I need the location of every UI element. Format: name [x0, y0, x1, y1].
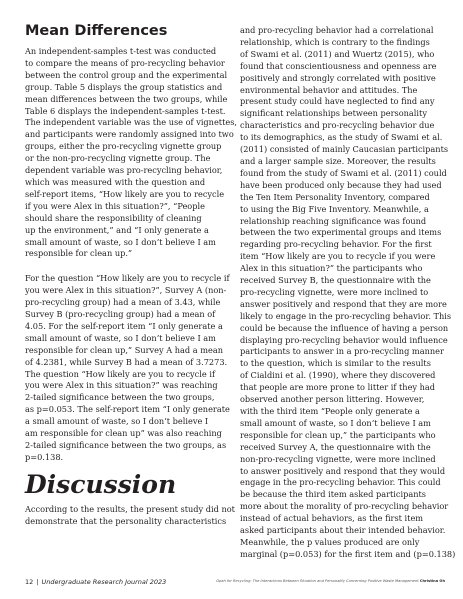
text-line: a small amount of waste, so I don’t believe I [25, 416, 209, 427]
text-line: or the non-pro-recycling vignette group. The [25, 153, 211, 164]
text-line: responsible for clean up,” Survey A had a mean [25, 344, 223, 355]
text-line: small amount of waste, so I don’t believe I am [25, 236, 216, 247]
text-line: relationship, which is contrary to the findings [240, 36, 430, 47]
text-line: displaying pro-recycling behavior would influence [240, 334, 448, 345]
text-line: and pro-recycling behavior had a correlational [240, 25, 434, 35]
left-column [25, 22, 238, 528]
text-line: According to the results, the present study did not [25, 503, 235, 514]
text-line: to answer positively and respond that they would [240, 465, 446, 476]
paragraph-mean-differences-intro [25, 46, 238, 260]
text-line: could be because the influence of having a person [240, 322, 449, 333]
text-line: which was measured with the question and [25, 176, 206, 187]
section-heading-discussion: Discussion [25, 469, 177, 499]
text-line: present study could have neglected to find any [240, 96, 435, 107]
page-number: 12 [25, 578, 34, 586]
text-line: likely to engage in the pro-recycling behavior. This [240, 310, 452, 321]
footer-separator: | [36, 578, 39, 586]
text-line: more about the morality of pro-recycling behavior [240, 501, 449, 512]
text-line: responsible for clean up,” the participants who [240, 429, 436, 440]
text-line: 4.05. For the self-report item “I only generate a [25, 320, 223, 331]
text-line: An independent-samples t-test was conducted [25, 46, 217, 56]
text-line: as p=0.053. The self-report item “I only generate [25, 404, 230, 415]
text-line: and a larger sample size. Moreover, the results [240, 155, 436, 166]
text-line: relationship reaching significance was found [240, 215, 427, 226]
text-line: engage in the pro-recycling behavior. This could [240, 477, 441, 488]
article-title: Opah for Recycling: The Interactions Between Situation and Personality Concerning Positive Waste Management [216, 579, 419, 583]
text-line: pro-recycling group) had a mean of 3.43, while [25, 297, 221, 308]
footer-right [216, 579, 445, 583]
text-line: that people are more prone to litter if they had [240, 382, 436, 393]
text-line: observed another person littering. However, [240, 394, 425, 405]
text-line: Alex in this situation?” the participants who [240, 263, 423, 274]
paragraph-discussion-continued [240, 25, 456, 561]
text-line: instead of actual behaviors, as the first item [240, 513, 424, 524]
paragraph-discussion-intro [25, 503, 235, 528]
text-line: non-pro-recycling vignette, were more inclined [240, 453, 436, 464]
text-line: self-report items, “How likely are you to recycle [25, 188, 225, 199]
text-line: and participants were randomly assigned into two [25, 129, 234, 140]
text-line: participants to answer in a pro-recycling manner [240, 346, 444, 357]
text-line: to its demographics, as the study of Swami et al. [240, 132, 443, 143]
text-line: received Survey B, the questionnaire with the [240, 275, 431, 286]
text-line: if you were Alex in this situation?”, “People [25, 200, 205, 211]
text-line: you were Alex in this situation?”, Survey A (non- [25, 285, 227, 296]
text-line: For the question “How likely are you to recycle if [25, 273, 230, 284]
text-line: with the third item “People only generate a [240, 406, 420, 416]
text-line: regarding pro-recycling behavior. For the first [240, 239, 432, 250]
text-line: have been produced only because they had used [240, 179, 442, 190]
right-column [240, 25, 456, 561]
text-line: to compare the means of pro-recycling behavior [25, 57, 225, 68]
text-line: asked participants about their intended behavior. [240, 525, 446, 536]
footer-left [25, 578, 166, 586]
text-line: to the question, which is similar to the results [240, 358, 431, 369]
text-line: group. Table 5 displays the group statistics and [25, 81, 223, 92]
paragraph-survey-means [25, 273, 230, 464]
text-line: responsible for clean up.” [25, 248, 133, 259]
text-line: to using the Big Five Inventory. Meanwhile, a [240, 203, 429, 214]
text-line: marginal (p=0.053) for the first item and (p=0.138) [240, 548, 456, 559]
text-line: pro-recycling vignette, were more inclined to [240, 286, 429, 297]
text-line: Table 6 displays the independent-samples t-test. [25, 105, 226, 116]
text-line: am responsible for clean up” was also reaching [25, 428, 222, 439]
text-line: positively and strongly correlated with positive [240, 72, 436, 83]
text-line: p=0.138. [25, 451, 64, 462]
text-line: received Survey A, the questionnaire with the [240, 441, 431, 452]
text-line: The question “How likely are you to recycle if [25, 368, 215, 379]
text-line: between the control group and the experimental [25, 69, 228, 80]
text-line: groups, either the pro-recycling vignette group [25, 141, 222, 152]
text-line: mean differences between the two groups, while [25, 93, 228, 104]
text-line: The independent variable was the use of vignettes, [25, 117, 238, 128]
text-line: of Cialdini et al. (1990), where they discovered [240, 370, 436, 381]
text-line: be because the third item asked participants [240, 489, 427, 500]
text-line: small amount of waste, so I don’t believe I am [25, 332, 216, 343]
text-line: item “How likely are you to recycle if you were [240, 251, 436, 262]
text-line: the Ten Item Personality Inventory, compared [240, 191, 430, 202]
text-line: significant relationships between personality [240, 108, 427, 119]
text-line: characteristics and pro-recycling behavior due [240, 120, 435, 131]
text-line: environmental behavior and attitudes. The [240, 84, 418, 95]
text-line: demonstrate that the personality characteristics [25, 515, 227, 526]
author-name: Christina Oh [419, 579, 445, 583]
text-line: dependent variable was pro-recycling behavior, [25, 165, 223, 176]
text-line: (2011) consisted of mainly Caucasian participants [240, 144, 449, 155]
section-heading-mean-differences: Mean Differences [25, 23, 168, 39]
text-line: Survey B (pro-recycling group) had a mean of [25, 309, 216, 320]
text-line: of Swami et al. (2011) and Wuertz (2015), who [240, 48, 435, 59]
text-line: small amount of waste, so I don’t believe I am [240, 417, 431, 428]
text-line: 2-tailed significance between the two groups, as [25, 440, 227, 450]
journal-name: Undergraduate Research Journal 2023 [41, 578, 167, 586]
text-line: Meanwhile, the p values produced are only [240, 536, 420, 547]
text-line: between the two experimental groups and items [240, 227, 442, 238]
text-line: answer positively and respond that they are more [240, 298, 447, 309]
page-footer [25, 578, 445, 588]
text-line: of 4.2381, while Survey B had a mean of 3.7273. [25, 356, 228, 367]
text-line: you were Alex in this situation?” was reaching [25, 380, 218, 391]
text-line: up the environment,” and “I only generate a [25, 224, 209, 235]
text-line: 2-tailed significance between the two groups, [25, 392, 215, 403]
text-line: found from the study of Swami et al. (2011) could [240, 167, 447, 178]
text-line: found that conscientiousness and openness are [240, 60, 437, 71]
text-line: should share the responsibility of cleaning [25, 212, 202, 223]
